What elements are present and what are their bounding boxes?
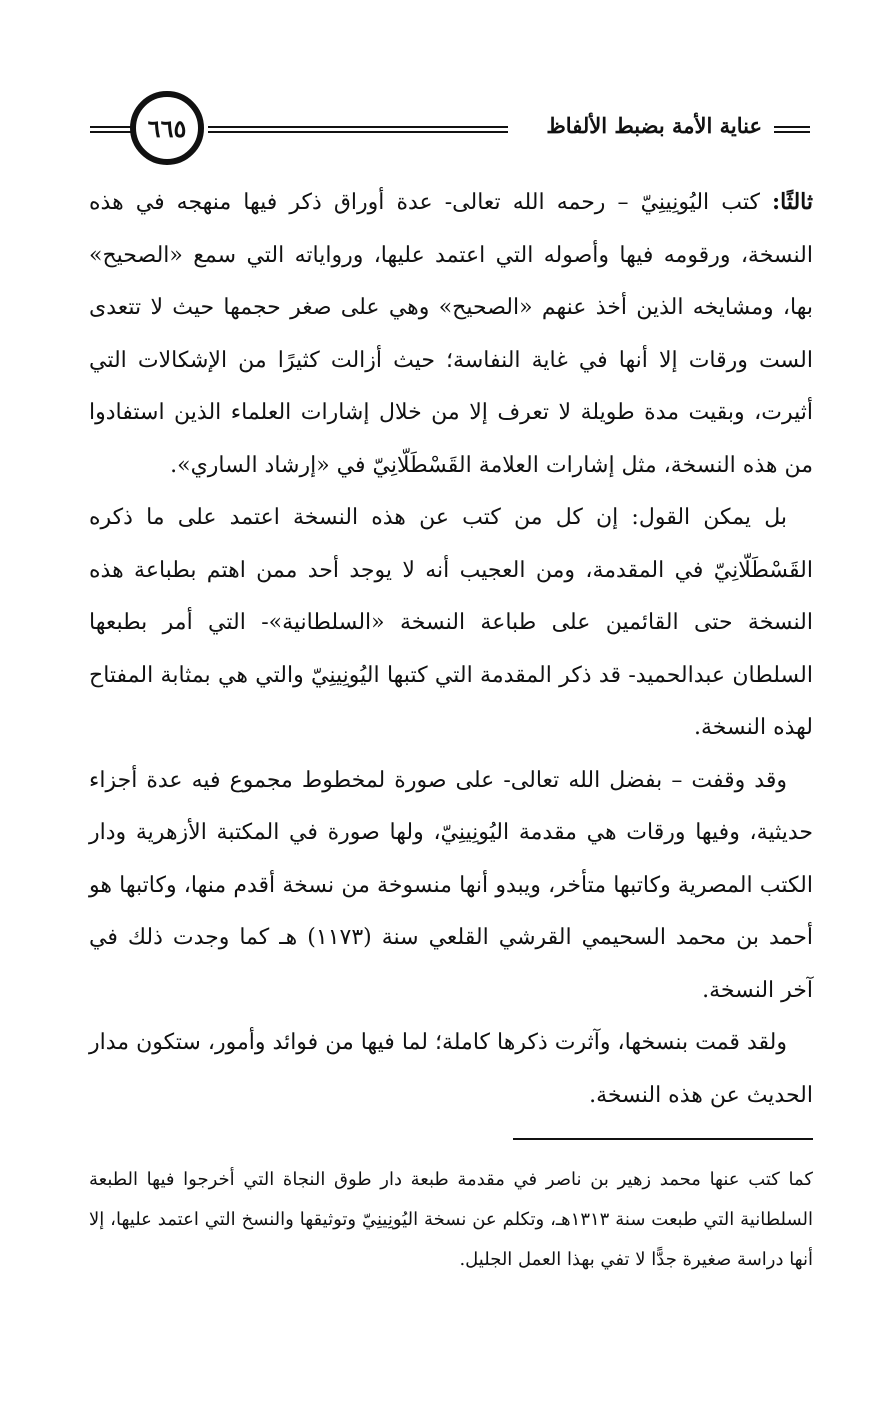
paragraph-1 xyxy=(89,176,813,492)
footnote: كما كتب عنها محمد زهير بن ناصر في مقدمة طبعة دار طوق النجاة التي أخرجوا فيها الطبعة السلطانية التي طبعت سنة ١٣١٣هـ، وتكلم عن نسخة اليُونِينِيّ وتوثيقها والنسخ التي اعتمد عليها، إلا أنها دراسة صغيرة جدًّا لا تفي بهذا العمل الجليل. xyxy=(89,1169,813,1270)
page-number: ٦٦٥ xyxy=(147,113,187,143)
running-header xyxy=(90,95,810,175)
paragraph-4: ولقد قمت بنسخها، وآثرت ذكرها كاملة؛ لما فيها من فوائد وأمور، ستكون مدار الحديث عن هذه النسخة. xyxy=(89,1030,813,1108)
paragraph-2: بل يمكن القول: إن كل من كتب عن هذه النسخة اعتمد على ما ذكره القَسْطَلّانِيّ في المقدمة، ومن العجيب أنه لا يوجد أحد ممن اهتم بطباعة هذه النسخة حتى القائمين على طباعة النسخة «السلطانية»- التي أمر بطبعها السلطان عبدالحميد- قد ذكر المقدمة التي كتبها اليُونِينِيّ والتي هي بمثابة المفتاح لهذه النسخة. xyxy=(89,505,813,740)
header-rule-right xyxy=(774,126,810,133)
header-rule-left-end xyxy=(90,126,132,133)
paragraph-1-lead: ثالثًا: xyxy=(772,189,813,215)
paragraph-1-text: كتب اليُونِينِيّ – رحمه الله تعالى- عدة أوراق ذكر فيها منهجه في هذه النسخة، ورقومه فيها وأصوله التي اعتمد عليها، ورواياته التي سمع «الصحيح» بها، ومشايخه الذين أخذ عنهم «الصحيح» وهي على صغر حجمها حيث لا تتعدى الست ورقات إلا أنها في غاية النفاسة؛ حيث أزالت كثيرًا من الإشكالات التي أثيرت، وبقيت مدة طويلة لا تعرف إلا من خلال إشارات العلماء الذين استفادوا من هذه النسخة، مثل إشارات العلامة القَسْطَلّانِيّ في «إرشاد الساري». xyxy=(89,190,813,478)
paragraph-3: وقد وقفت – بفضل الله تعالى- على صورة لمخطوط مجموع فيه عدة أجزاء حديثية، وفيها ورقات هي مقدمة اليُونِينِيّ، ولها صورة في المكتبة الأزهرية ودار الكتب المصرية وكاتبها متأخر، ويبدو أنها منسوخة من نسخة أقدم منها، وكاتبها هو أحمد بن محمد السحيمي القرشي القلعي سنة (١١٧٣) هـ كما وجدت ذلك في آخر النسخة. xyxy=(89,767,814,1003)
page-number-badge xyxy=(130,91,204,165)
header-rule-left xyxy=(208,126,508,133)
footnote-separator xyxy=(513,1138,813,1140)
header-title: عناية الأمة بضبط الألفاظ xyxy=(546,113,762,138)
body-text xyxy=(89,176,813,1122)
